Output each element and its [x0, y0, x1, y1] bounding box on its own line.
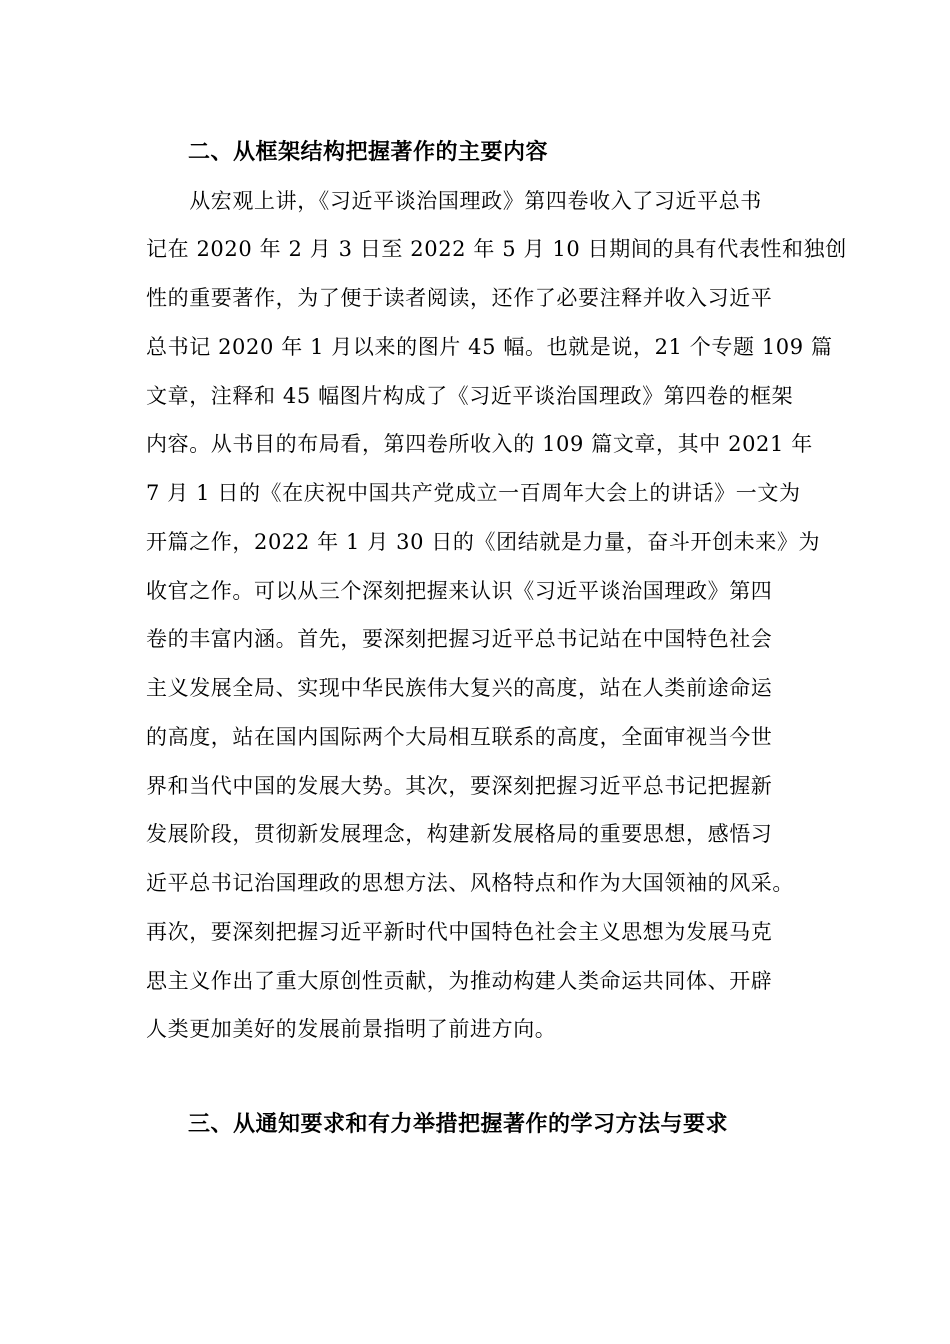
- paragraph-line: 开篇之作，2022 年 1 月 30 日的《团结就是力量，奋斗开创未来》为: [146, 530, 821, 554]
- paragraph-line: 主义发展全局、实现中华民族伟大复兴的高度，站在人类前途命运: [146, 676, 773, 700]
- paragraph-line: 总书记 2020 年 1 月以来的图片 45 幅。也就是说，21 个专题 109 篇: [146, 335, 833, 359]
- paragraph-line: 文章，注释和 45 幅图片构成了《习近平谈治国理政》第四卷的框架: [146, 384, 794, 408]
- paragraph-line: 卷的丰富内涵。首先，要深刻把握习近平总书记站在中国特色社会: [146, 627, 773, 651]
- paragraph-line: 思主义作出了重大原创性贡献，为推动构建人类命运共同体、开辟: [146, 969, 773, 993]
- section-2-heading: 二、从框架结构把握著作的主要内容: [188, 139, 549, 165]
- paragraph-line: 近平总书记治国理政的思想方法、风格特点和作为大国领袖的风采。: [146, 871, 794, 895]
- paragraph-line: 发展阶段，贯彻新发展理念，构建新发展格局的重要思想，感悟习: [146, 822, 773, 846]
- paragraph-line: 内容。从书目的布局看，第四卷所收入的 109 篇文章，其中 2021 年: [146, 432, 813, 456]
- paragraph-line: 人类更加美好的发展前景指明了前进方向。: [146, 1017, 557, 1041]
- paragraph-line: 的高度，站在国内国际两个大局相互联系的高度，全面审视当今世: [146, 725, 773, 749]
- paragraph-line: 收官之作。可以从三个深刻把握来认识《习近平谈治国理政》第四: [146, 579, 773, 603]
- paragraph-line: 从宏观上讲，《习近平谈治国理政》第四卷收入了习近平总书: [146, 189, 762, 213]
- section-3-heading: 三、从通知要求和有力举措把握著作的学习方法与要求: [188, 1111, 729, 1137]
- paragraph-line: 界和当代中国的发展大势。其次，要深刻把握习近平总书记把握新: [146, 774, 773, 798]
- paragraph-line: 性的重要著作，为了便于读者阅读，还作了必要注释并收入习近平: [146, 286, 773, 310]
- paragraph-line: 记在 2020 年 2 月 3 日至 2022 年 5 月 10 日期间的具有代表性和独创: [146, 237, 847, 261]
- paragraph-line: 再次，要深刻把握习近平新时代中国特色社会主义思想为发展马克: [146, 920, 773, 944]
- paragraph-line: 7 月 1 日的《在庆祝中国共产党成立一百周年大会上的讲话》一文为: [146, 481, 801, 505]
